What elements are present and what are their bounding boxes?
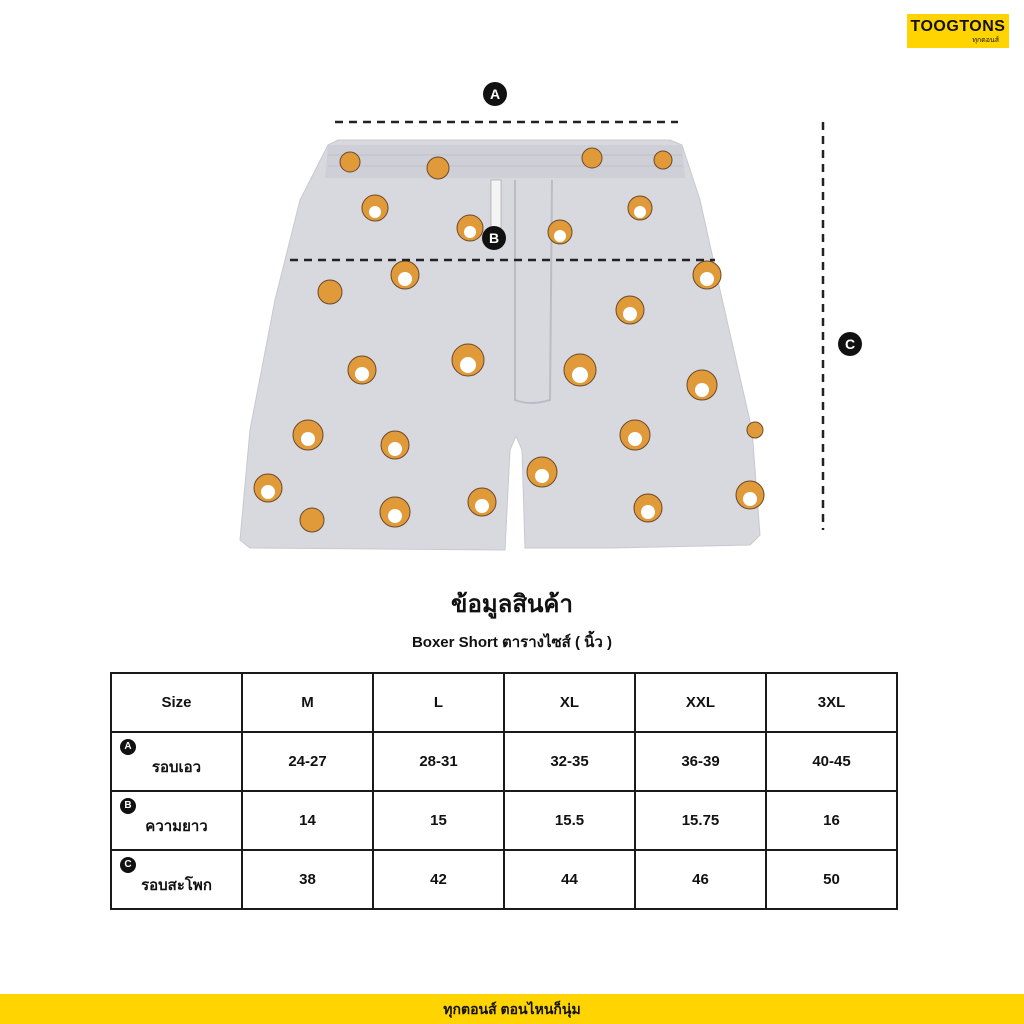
brand-logo [907, 14, 1009, 48]
table-cell: 15.75 [635, 791, 766, 850]
table-cell: 16 [766, 791, 897, 850]
table-header-row [111, 673, 897, 732]
header-cell-3xl: 3XL [766, 673, 897, 732]
waistband [325, 145, 685, 178]
product-illustration [230, 70, 870, 560]
page-subtitle: Boxer Short ตารางไซส์ ( นิ้ว ) [411, 634, 613, 651]
brand-tagline: ทุกตอนส์ [972, 37, 999, 44]
row-badge-a: A [120, 739, 136, 755]
table-row-length [111, 791, 897, 850]
table-cell: 46 [635, 850, 766, 909]
brand-name: TOOGTONS [910, 18, 1006, 35]
page-title: ข้อมูลสินค้า [451, 591, 573, 618]
size-chart-table [110, 672, 898, 910]
row-badge-c: C [120, 857, 136, 873]
row-label-waist: รอบเอว [151, 758, 202, 776]
table-cell: 15 [373, 791, 504, 850]
marker-c [838, 332, 862, 356]
boxer-short-image [230, 70, 870, 560]
table-cell: 36-39 [635, 732, 766, 791]
table-cell: 14 [242, 791, 373, 850]
header-cell-m: M [242, 673, 373, 732]
row-badge-b: B [120, 798, 136, 814]
table-cell: 50 [766, 850, 897, 909]
marker-a [483, 82, 507, 106]
table-cell: 24-27 [242, 732, 373, 791]
table-row-waist [111, 732, 897, 791]
header-cell-xxl: XXL [635, 673, 766, 732]
table-cell: 32-35 [504, 732, 635, 791]
header-cell-l: L [373, 673, 504, 732]
table-cell: 42 [373, 850, 504, 909]
row-label-hip: รอบสะโพก [141, 876, 212, 894]
svg-text:A: A [489, 86, 501, 102]
table-cell: 15.5 [504, 791, 635, 850]
table-cell: 44 [504, 850, 635, 909]
footer-banner [0, 994, 1024, 1024]
footer-text: ทุกตอนส์ ตอนไหนก็นุ่ม [443, 1001, 581, 1017]
svg-text:B: B [488, 230, 500, 246]
svg-text:C: C [844, 336, 856, 352]
table-cell: 28-31 [373, 732, 504, 791]
marker-b [482, 226, 506, 250]
table-cell: 38 [242, 850, 373, 909]
header-cell-xl: XL [504, 673, 635, 732]
row-label-length: ความยาว [145, 817, 208, 835]
row-header-waist [111, 732, 242, 791]
brand-tag [491, 180, 501, 228]
header-cell-size: Size [111, 673, 242, 732]
row-header-length [111, 791, 242, 850]
table-cell: 40-45 [766, 732, 897, 791]
row-header-hip [111, 850, 242, 909]
table-row-hip [111, 850, 897, 909]
